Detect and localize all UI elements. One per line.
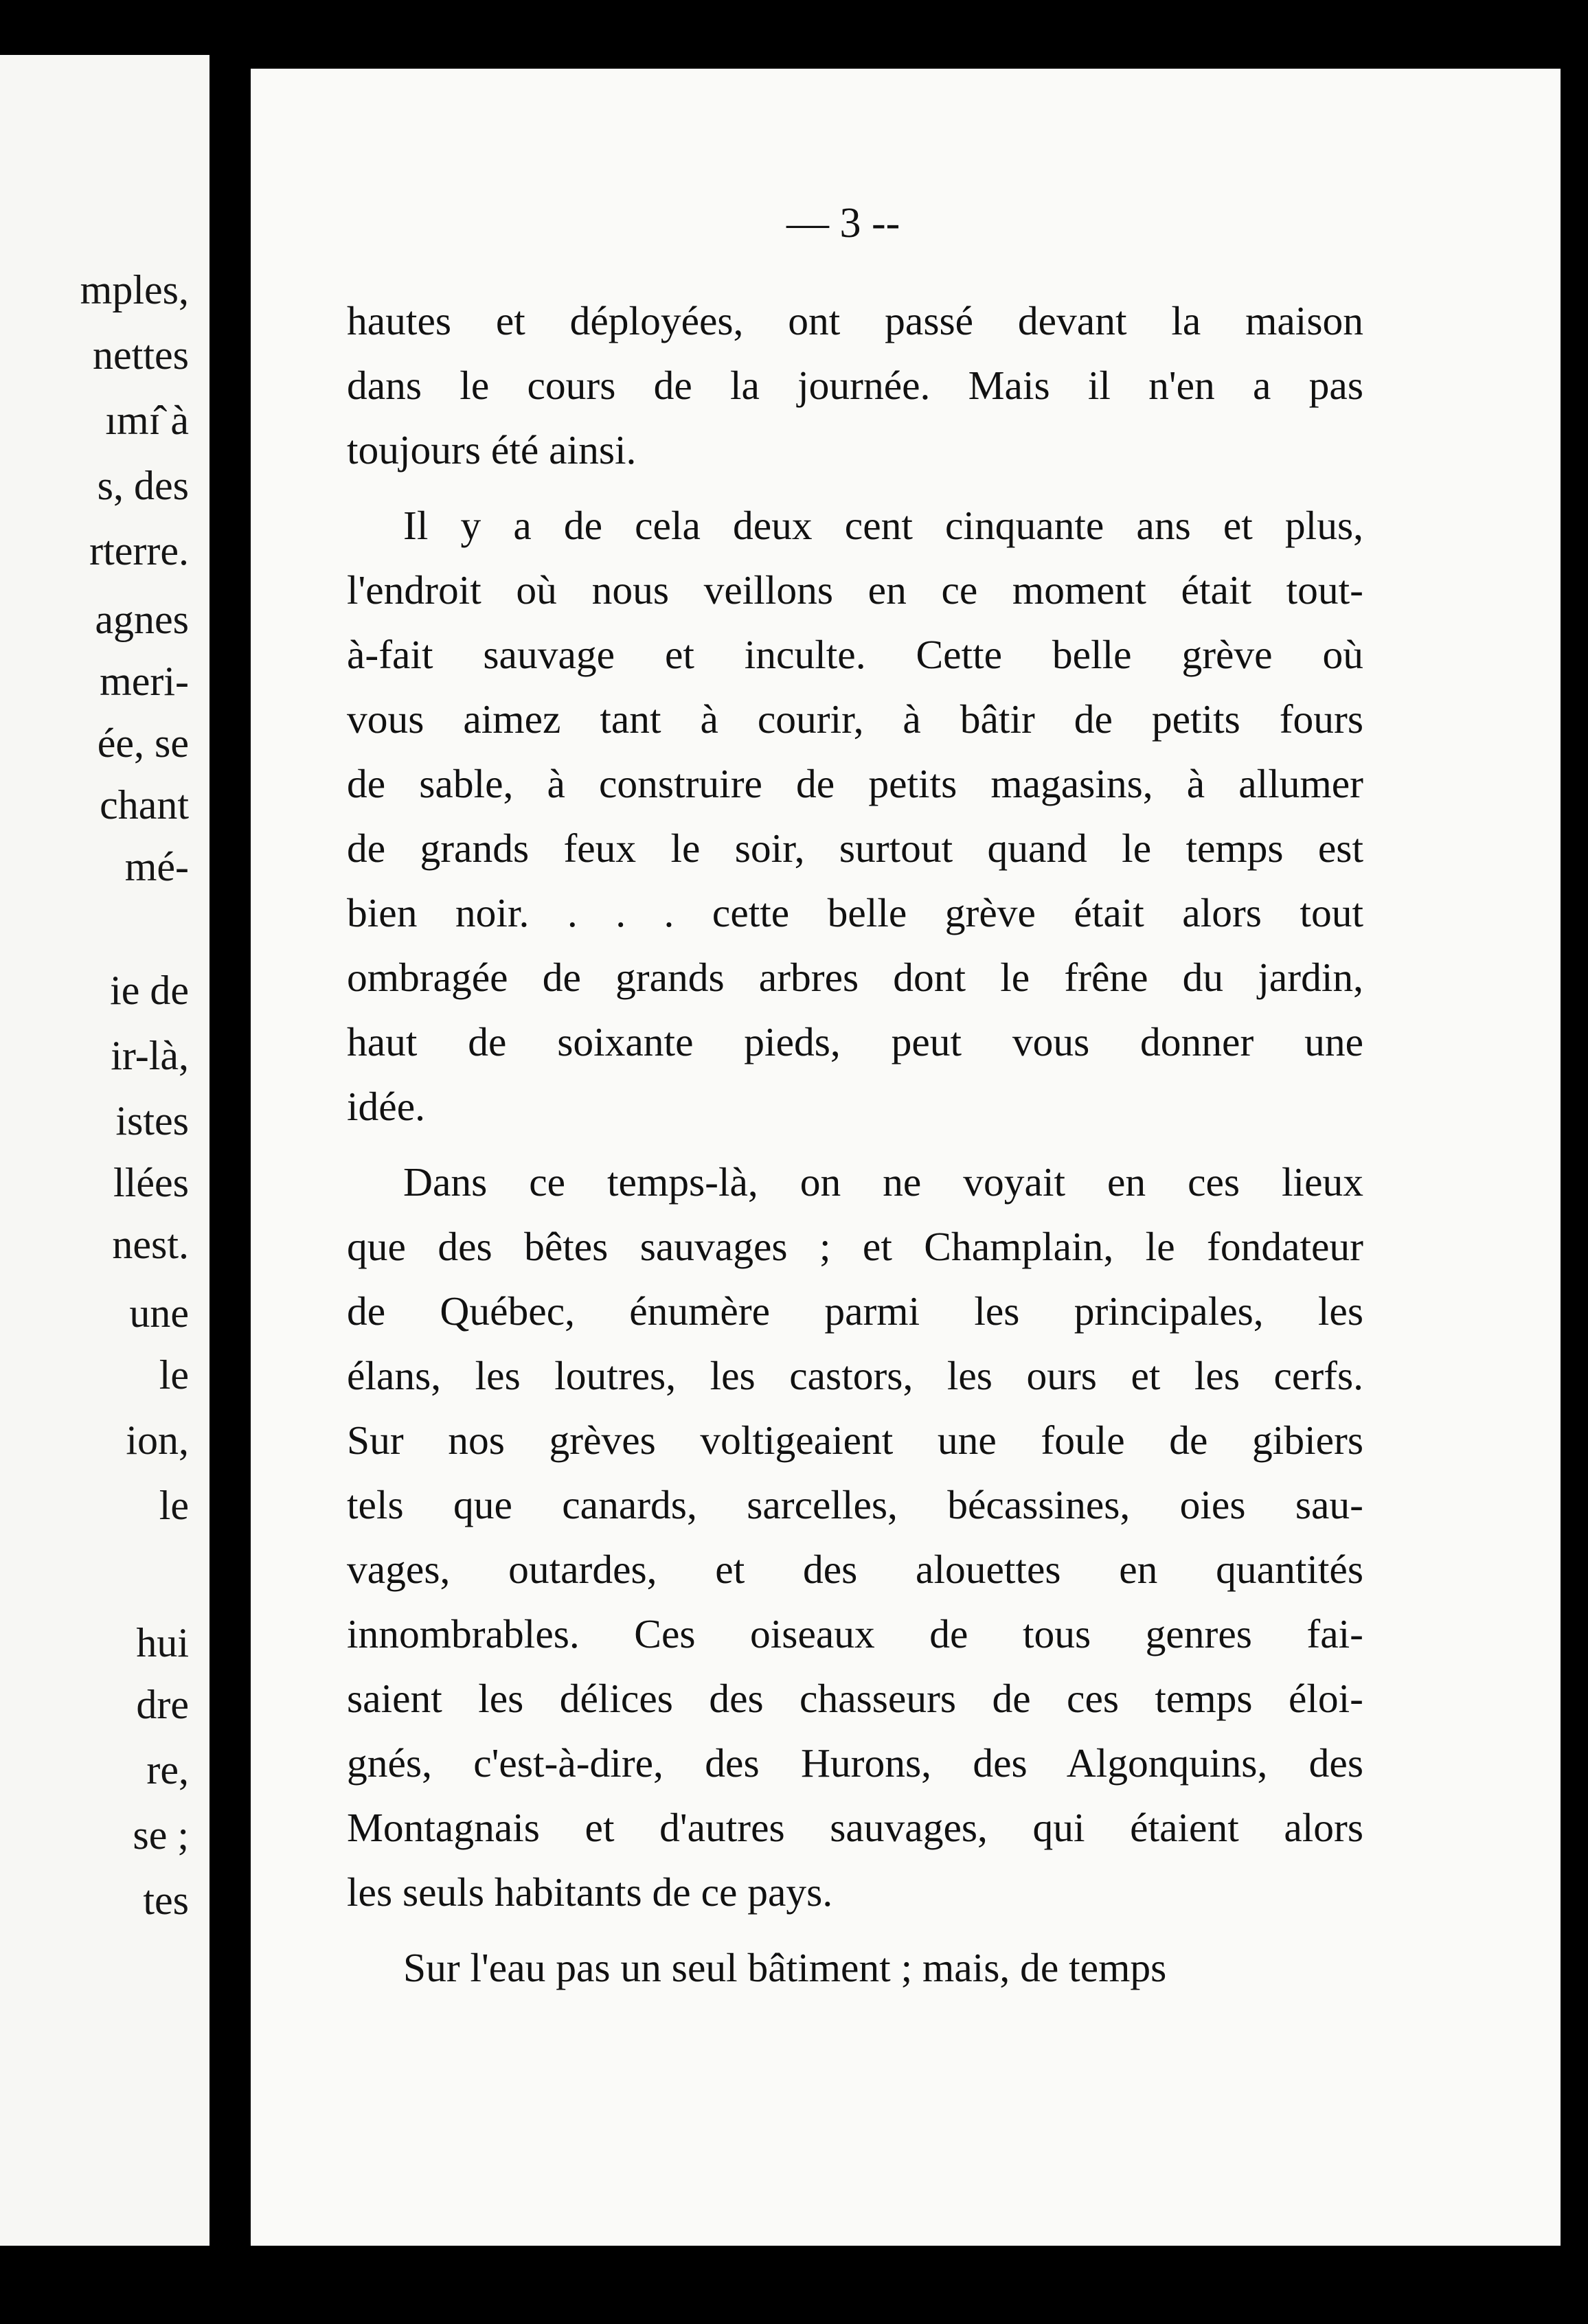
left-page-line: ie de	[110, 968, 189, 1013]
paragraph	[347, 288, 1363, 482]
left-page-line: une	[129, 1290, 189, 1336]
text-line: élans, les loutres, les castors, les ours et les cerfs.	[347, 1353, 1363, 1398]
text-line: Montagnais et d'autres sauvages, qui étaient alors	[347, 1805, 1363, 1850]
left-page-line: re,	[146, 1747, 189, 1792]
left-page-line: le	[159, 1483, 189, 1528]
scan-border	[0, 2246, 1588, 2324]
left-page-line: tes	[143, 1878, 189, 1923]
left-page-line: ımɪ̂ à	[105, 398, 189, 443]
text-line: haut de soixante pieds, peut vous donner une	[347, 1019, 1363, 1064]
text-line: innombrables. Ces oiseaux de tous genres fai-	[347, 1611, 1363, 1656]
paragraph	[347, 1935, 1363, 2000]
text-line: gnés, c'est-à-dire, des Hurons, des Algonquins, des	[347, 1740, 1363, 1786]
text-line: vages, outardes, et des alouettes en quantités	[347, 1547, 1363, 1592]
left-page-line: nettes	[93, 332, 189, 378]
text-line: à-fait sauvage et inculte. Cette belle grève où	[347, 632, 1363, 677]
text-line: de Québec, énumère parmi les principales, les	[347, 1288, 1363, 1334]
page-number: — 3 --	[786, 200, 900, 247]
left-page-line: se ;	[133, 1812, 189, 1858]
text-line: de sable, à construire de petits magasins, à allumer	[347, 761, 1363, 806]
text-line: que des bêtes sauvages ; et Champlain, le fondateur	[347, 1224, 1363, 1269]
previous-page-fragment	[0, 55, 209, 2246]
text-line: Il y a de cela deux cent cinquante ans et plus,	[403, 503, 1363, 548]
left-page-line: chant	[100, 782, 189, 828]
left-page-line: mples,	[80, 267, 189, 312]
text-line: idée.	[347, 1084, 425, 1129]
left-page-line: ée, se	[97, 720, 189, 766]
text-line: hautes et déployées, ont passé devant la maison	[347, 298, 1363, 343]
left-page-line: llées	[113, 1160, 189, 1205]
left-page-line: nest.	[112, 1222, 189, 1267]
left-page-line: ir-là,	[111, 1033, 189, 1078]
left-page-line: meri-	[100, 659, 189, 704]
text-line: ombragée de grands arbres dont le frêne du jardin,	[347, 955, 1363, 1000]
current-page	[251, 69, 1561, 2266]
body-text	[347, 288, 1363, 2011]
text-line: Sur l'eau pas un seul bâtiment ; mais, de temps	[403, 1945, 1167, 1990]
left-page-line: rterre.	[89, 528, 189, 573]
text-line: les seuls habitants de ce pays.	[347, 1869, 833, 1915]
left-page-line: ion,	[126, 1417, 189, 1463]
left-page-line: s, des	[97, 463, 189, 508]
page-gutter	[209, 0, 251, 2324]
paragraph	[347, 1150, 1363, 1924]
paragraph	[347, 493, 1363, 1139]
text-line: vous aimez tant à courir, à bâtir de petits fours	[347, 696, 1363, 742]
text-line: bien noir. . . . cette belle grève était alors tout	[347, 890, 1363, 935]
text-line: toujours été ainsi.	[347, 427, 637, 472]
left-page-line: mé-	[124, 844, 189, 889]
left-page-line: hui	[136, 1620, 189, 1665]
left-page-line: istes	[115, 1098, 189, 1143]
text-line: saient les délices des chasseurs de ces temps éloi-	[347, 1676, 1363, 1721]
text-line: Dans ce temps-là, on ne voyait en ces lieux	[403, 1159, 1363, 1205]
left-page-line: agnes	[95, 597, 189, 642]
text-line: l'endroit où nous veillons en ce moment était tout-	[347, 567, 1363, 613]
text-line: dans le cours de la journée. Mais il n'en a pas	[347, 363, 1363, 408]
left-page-line: le	[159, 1352, 189, 1398]
text-line: de grands feux le soir, surtout quand le temps est	[347, 825, 1363, 871]
text-line: tels que canards, sarcelles, bécassines, oies sau-	[347, 1482, 1363, 1527]
left-page-line: dre	[136, 1682, 189, 1727]
text-line: Sur nos grèves voltigeaient une foule de gibiers	[347, 1417, 1363, 1463]
